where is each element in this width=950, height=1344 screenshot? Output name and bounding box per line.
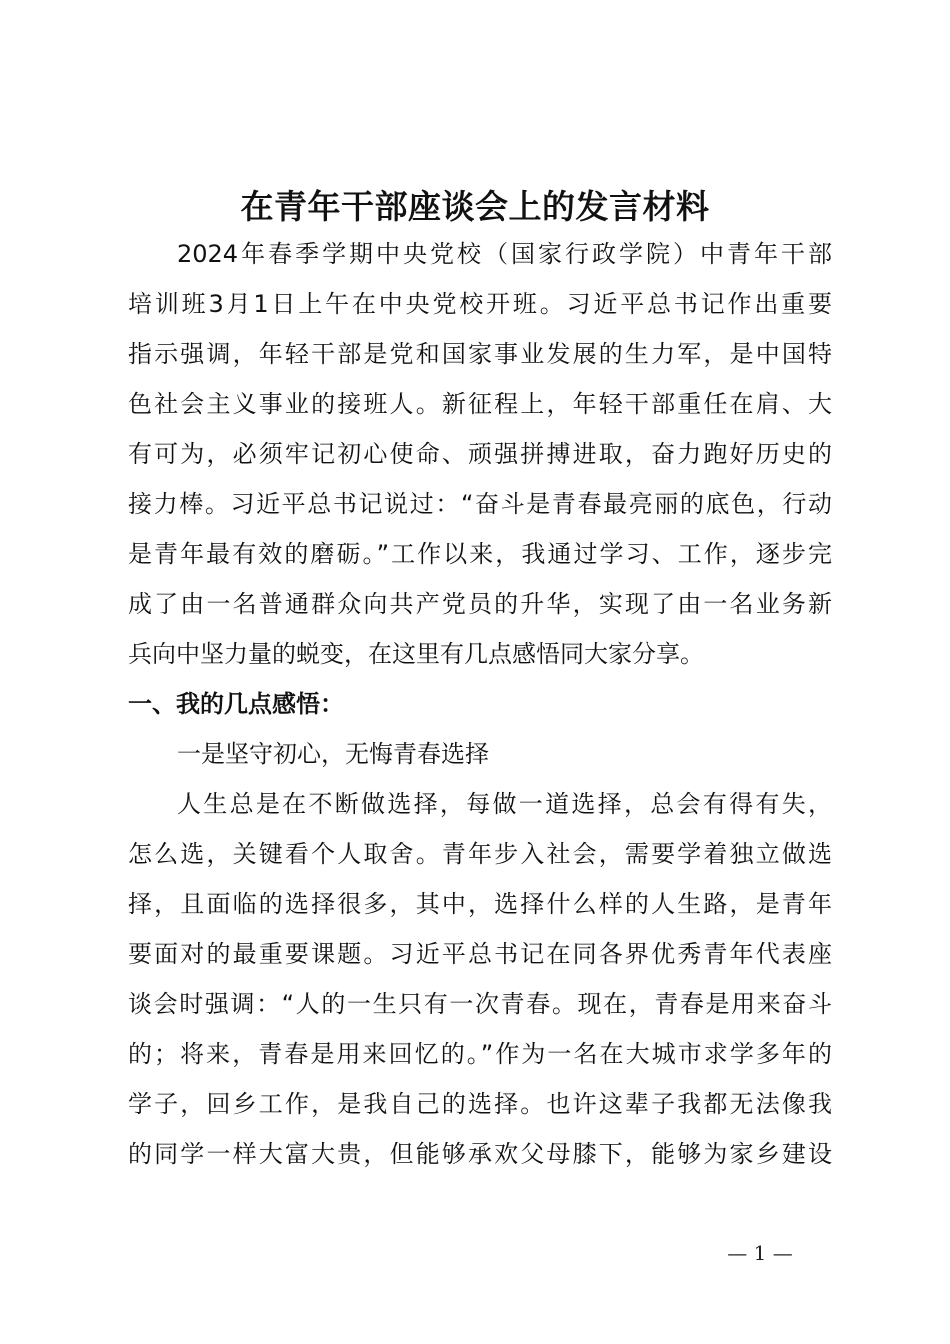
paragraph-line: 是青年最有效的磨砺。”工作以来，我通过学习、工作，逐步完 — [128, 540, 832, 568]
paragraph-line: 2024年春季学期中央党校（国家行政学院）中青年干部 — [177, 240, 832, 268]
paragraph-line: 择，且面临的选择很多，其中，选择什么样的人生路，是青年 — [128, 890, 832, 918]
paragraph-line: 怎么选，关键看个人取舍。青年步入社会，需要学着独立做选 — [128, 840, 832, 868]
paragraph-line: 兵向中坚力量的蜕变，在这里有几点感悟同大家分享。 — [128, 640, 704, 668]
section-heading: 一、我的几点感悟： — [128, 690, 344, 718]
paragraph-line: 培训班3月1日上午在中央党校开班。习近平总书记作出重要 — [128, 290, 832, 318]
paragraph-line: 要面对的最重要课题。习近平总书记在同各界优秀青年代表座 — [128, 940, 832, 968]
subsection-heading: 一是坚守初心，无悔青春选择 — [177, 740, 489, 768]
paragraph-line: 指示强调，年轻干部是党和国家事业发展的生力军，是中国特 — [128, 340, 832, 368]
paragraph-line: 有可为，必须牢记初心使命、顽强拼搏进取，奋力跑好历史的 — [128, 440, 832, 468]
paragraph-line: 成了由一名普通群众向共产党员的升华，实现了由一名业务新 — [128, 590, 832, 618]
paragraph-line: 色社会主义事业的接班人。新征程上，年轻干部重任在肩、大 — [128, 390, 832, 418]
paragraph-line: 的；将来，青春是用来回忆的。”作为一名在大城市求学多年的 — [128, 1040, 832, 1068]
document-title: 在青年干部座谈会上的发言材料 — [240, 187, 710, 226]
paragraph-line: 人生总是在不断做选择，每做一道选择，总会有得有失， — [177, 790, 832, 818]
paragraph-line: 学子，回乡工作，是我自己的选择。也许这辈子我都无法像我 — [128, 1090, 832, 1118]
page-number: — 1 — — [727, 1241, 793, 1265]
paragraph-line: 接力棒。习近平总书记说过：“奋斗是青春最亮丽的底色，行动 — [128, 490, 832, 518]
paragraph-line: 谈会时强调：“人的一生只有一次青春。现在，青春是用来奋斗 — [128, 990, 832, 1018]
paragraph-line: 的同学一样大富大贵，但能够承欢父母膝下，能够为家乡建设 — [128, 1140, 832, 1168]
